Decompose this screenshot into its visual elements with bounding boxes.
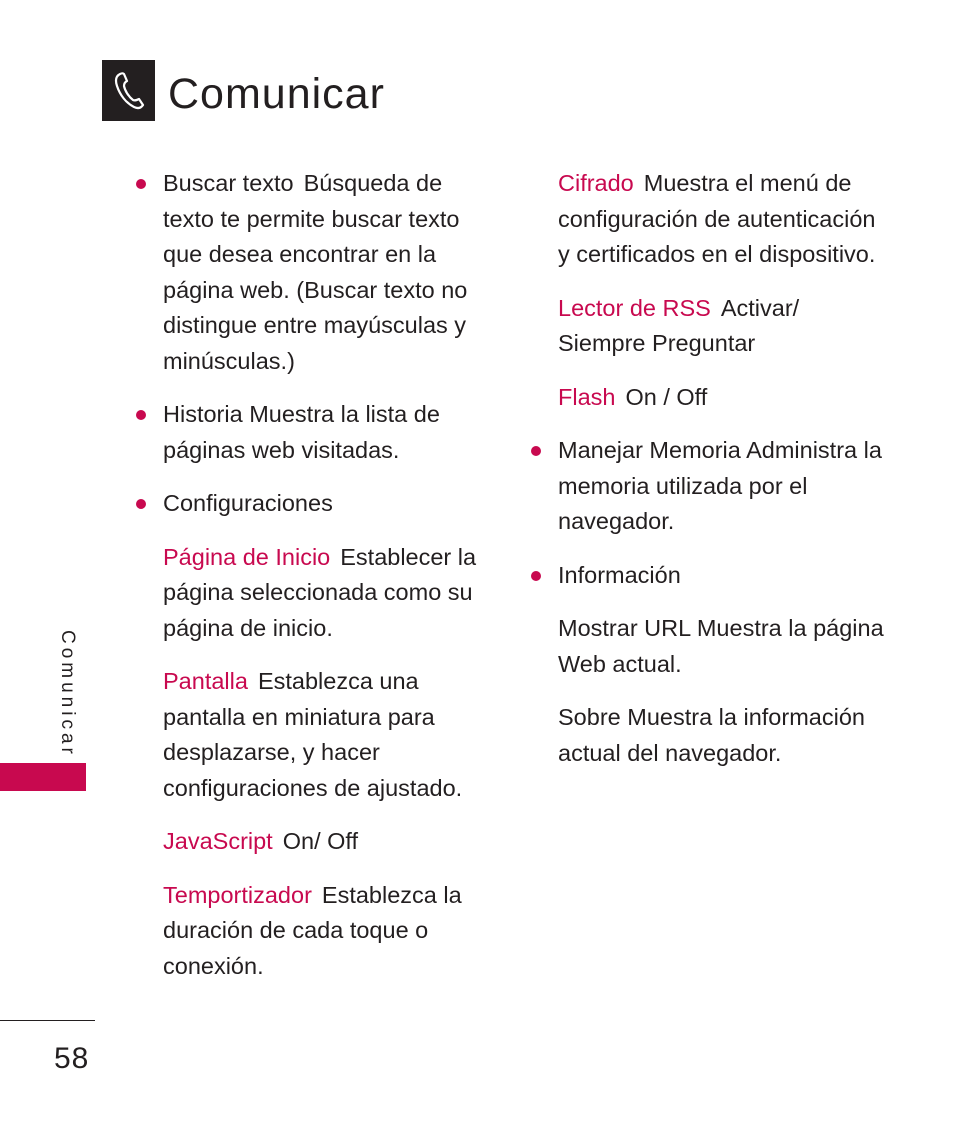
- desc-buscar-texto: Búsqueda de texto te permite buscar texto que desea encontrar en la página web. (Buscar texto no distingue entre mayúsculas y minúsculas.): [163, 170, 468, 374]
- term-flash: Flash: [558, 383, 616, 410]
- bullet-dot: [531, 571, 541, 581]
- phone-handset-icon: [102, 60, 155, 121]
- term-pagina-inicio: Página de Inicio: [163, 543, 331, 570]
- left-column: [135, 166, 485, 1002]
- sub-item-mostrar-url: [530, 611, 885, 682]
- sub-item-pagina-inicio: [135, 540, 485, 647]
- sub-item-temportizador: [135, 878, 485, 985]
- term-manejar-memoria: Manejar Memoria: [558, 437, 741, 463]
- term-javascript: JavaScript: [163, 828, 273, 854]
- desc-pantalla: Establezca una pantalla en miniatura para desplazarse, y hacer configuraciones de ajustado.: [163, 668, 463, 801]
- desc-pagina-inicio: Establecer la página seleccionada como su página de inicio.: [163, 543, 477, 641]
- page-number: 58: [54, 1042, 90, 1075]
- sub-item-sobre: [530, 700, 885, 771]
- term-cifrado: Cifrado: [558, 170, 634, 196]
- list-item-configuraciones: [135, 486, 485, 522]
- sub-item-lector-rss: [530, 291, 885, 362]
- list-item-informacion: [530, 558, 885, 594]
- bullet-dot: [136, 179, 146, 189]
- desc-cifrado: Muestra el menú de configuración de autenticación y certificados en el dispositivo.: [558, 170, 876, 267]
- side-section-label: Comunicar: [57, 630, 78, 758]
- list-item-historia: [135, 397, 485, 468]
- term-sobre: Sobre: [558, 704, 621, 730]
- desc-manejar-memoria: Administra la memoria utilizada por el navegador.: [558, 437, 882, 534]
- list-item-manejar-memoria: [530, 433, 885, 540]
- bullet-dot: [531, 446, 541, 456]
- page-title: Comunicar: [168, 70, 385, 118]
- list-item-buscar-texto: [135, 166, 485, 379]
- bullet-dot: [136, 499, 146, 509]
- desc-temportizador: Establezca la duración de cada toque o conexión.: [163, 881, 462, 979]
- desc-sobre: Muestra la información actual del navegador.: [558, 704, 865, 766]
- term-informacion: Información: [558, 561, 681, 588]
- term-pantalla: Pantalla: [163, 668, 248, 694]
- desc-lector-rss: Activar/ Siempre Preguntar: [558, 294, 800, 356]
- desc-flash: On / Off: [625, 383, 708, 410]
- term-temportizador: Temportizador: [163, 881, 312, 908]
- desc-mostrar-url: Muestra la página Web actual.: [558, 615, 884, 677]
- sub-item-javascript: [135, 824, 485, 860]
- footer-divider: [0, 1020, 95, 1021]
- side-section-tab: [0, 763, 86, 791]
- sub-item-cifrado: [530, 166, 885, 273]
- term-mostrar-url: Mostrar URL: [558, 615, 691, 641]
- sub-item-flash: [530, 380, 885, 416]
- right-column: [530, 166, 885, 789]
- bullet-dot: [136, 410, 146, 420]
- term-lector-rss: Lector de RSS: [558, 294, 711, 321]
- term-historia: Historia: [163, 401, 243, 427]
- desc-javascript: On/ Off: [282, 828, 359, 854]
- term-configuraciones: Configuraciones: [163, 490, 333, 516]
- sub-item-pantalla: [135, 664, 485, 806]
- term-buscar-texto: Buscar texto: [163, 170, 294, 196]
- desc-historia: Muestra la lista de páginas web visitadas.: [163, 401, 440, 463]
